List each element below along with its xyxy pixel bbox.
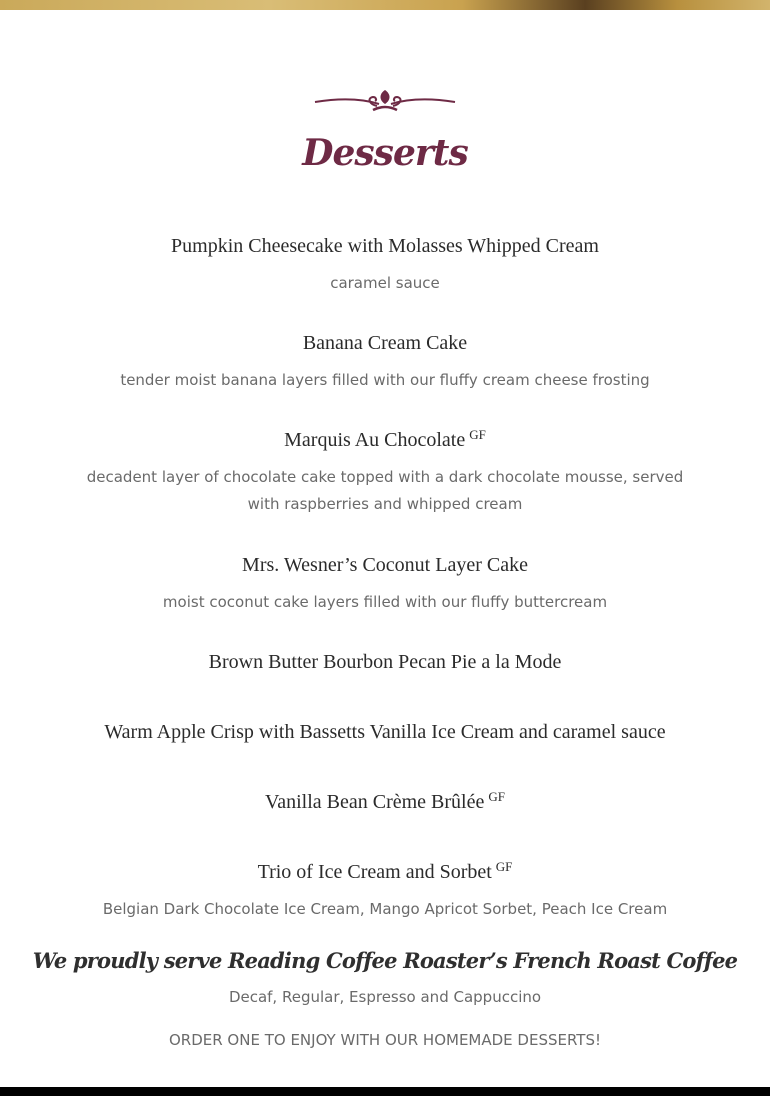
menu-item-name: Warm Apple Crisp with Bassetts Vanilla Ice Cream and caramel sauce [104, 721, 666, 743]
menu-item-name: Banana Cream Cake [302, 332, 468, 354]
menu-item-name: Marquis Au Chocolate $^{GF}$ [284, 427, 486, 451]
gluten-free-badge: GF [495, 859, 513, 874]
order-call-to-action: ORDER ONE TO ENJOY WITH OUR HOMEMADE DESSERTS! [168, 1031, 602, 1049]
menu-item-description: decadent layer of chocolate cake topped with a dark chocolate mousse, served with raspberries and whipped cream [86, 468, 684, 513]
menu-item-description: Belgian Dark Chocolate Ice Cream, Mango Apricot Sorbet, Peach Ice Cream [102, 900, 668, 918]
menu-item-name: Pumpkin Cheesecake with Molasses Whipped Cream [171, 235, 599, 257]
flourish-divider-icon [313, 88, 457, 116]
coffee-heading: We proudly serve Reading Coffee Roaster’s French Roast Coffee [32, 948, 738, 973]
gluten-free-badge: GF [469, 427, 486, 442]
menu-item-name: Vanilla Bean Crème Brûlée $^{GF}$ [265, 789, 505, 813]
coffee-options: Decaf, Regular, Espresso and Cappuccino [228, 988, 542, 1006]
menu-item-name: Trio of Ice Cream and Sorbet $^{GF}$ [257, 859, 513, 883]
section-title: Desserts [302, 132, 468, 174]
menu-item-description: tender moist banana layers filled with our fluffy cream cheese frosting [120, 371, 650, 389]
footer-bar [0, 1087, 770, 1096]
menu-item-name: Brown Butter Bourbon Pecan Pie a la Mode [208, 651, 562, 673]
menu-item-name: Mrs. Wesner’s Coconut Layer Cake [242, 554, 528, 576]
menu-item-description: moist coconut cake layers filled with our fluffy buttercream [162, 593, 608, 611]
gluten-free-badge: GF [488, 789, 505, 804]
header-photo-strip [0, 0, 770, 10]
menu-item-description: caramel sauce [330, 274, 440, 292]
